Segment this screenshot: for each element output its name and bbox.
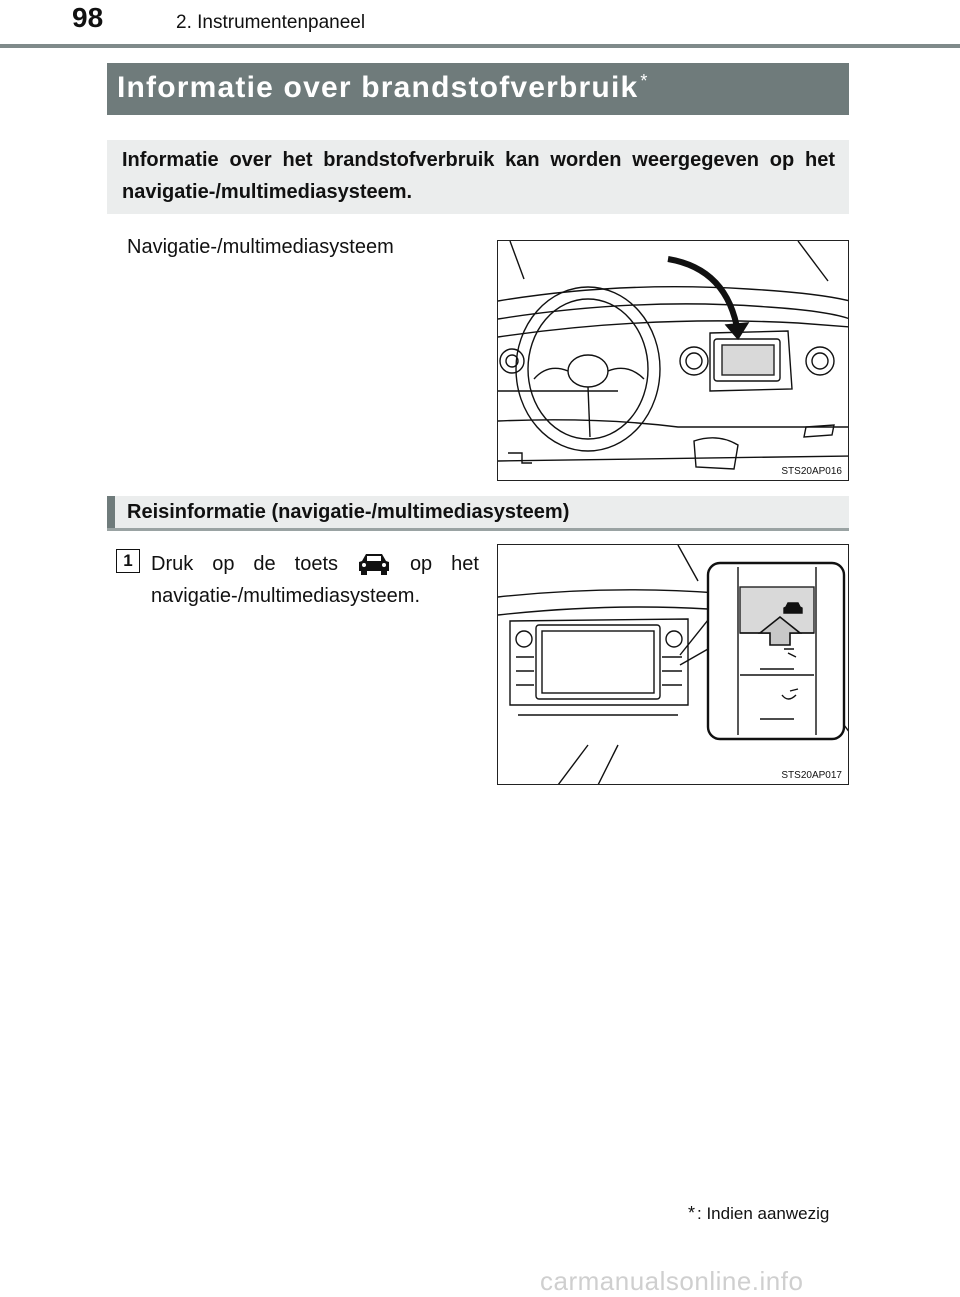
header-divider [0,44,960,48]
step-word: toets [294,553,338,575]
footnote-text: : Indien aanwezig [697,1204,830,1223]
step-line-1 [151,548,479,580]
page-title [117,71,649,105]
title-asterisk: * [640,71,649,91]
section-title: 2. Instrumentenpaneel [176,12,366,33]
multimedia-button-illustration [497,544,849,785]
watermark-text: carmanualsonline.info [540,1266,804,1296]
footnote-asterisk: * [688,1203,696,1223]
page-number: 98 [72,2,104,33]
step-word: het [451,553,479,575]
step-line-2: navigatie-/multimediasysteem. [151,585,420,607]
figure-caption: Navigatie-/multimediasysteem [127,236,394,258]
footnote [688,1203,829,1224]
page-title-bar [107,63,849,115]
step-word: op [212,553,235,575]
intro-box [107,140,849,214]
step-word: Druk [151,553,194,575]
car-icon [357,551,391,577]
figure-code: STS20AP016 [781,466,842,477]
step-word: op [409,553,433,575]
subsection-header [107,496,849,531]
figure-code: STS20AP017 [781,770,842,781]
intro-text: Informatie over het brandstofverbruik kan worden weergegeven op het navigatie-/multimediasysteem. [122,149,835,203]
subsection-title: Reisinformatie (navigatie-/multimediasysteem) [127,501,570,523]
step-instruction [151,548,479,612]
dashboard-illustration [497,240,849,481]
step-word: de [253,553,276,575]
page-title-text: Informatie over brandstofverbruik [117,71,639,104]
step-number-badge: 1 [116,549,140,573]
